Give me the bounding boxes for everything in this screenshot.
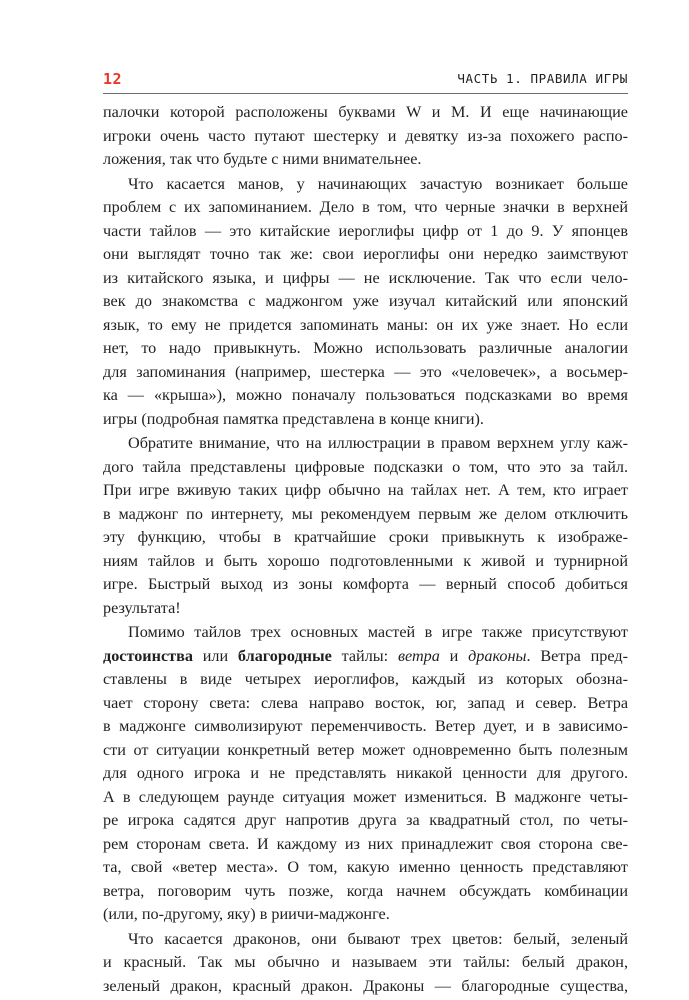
paragraph-4-line-1: Помимо тайлов трех основных мастей в игре также присутствуют — [128, 623, 628, 641]
paragraph-3-line-3: При игре вживую таких цифр обычно на тайлах нет. А тем, кто играет — [103, 481, 628, 499]
paragraph-2-line-10: ка — «крыша»), можно поначалу пользоваться подсказками во время — [103, 386, 628, 404]
paragraph-1-line-2: игроки очень часто путают шестерку и девятку из-за похожего распо- — [103, 126, 628, 145]
paragraph-3-line-5: эту функцию, чтобы в кратчайшие сроки привыкнуть к изображе- — [103, 528, 628, 546]
paragraph-2-line-8: нет, то надо привыкнуть. Можно использовать различные аналогии — [103, 339, 628, 357]
term-vetra: ветра — [397, 646, 440, 665]
paragraph-2-line-7: язык, то ему не придется запоминать маны: он их уже знает. Но если — [103, 315, 628, 334]
paragraph-2-line-1: Что касается манов, у начинающих зачастую возникает больше — [128, 174, 628, 193]
paragraph-3-line-6: ниям тайлов и быть хорошо подготовленными к живой и турнирной — [103, 551, 628, 570]
running-head: ЧАСТЬ 1. ПРАВИЛА ИГРЫ — [457, 71, 628, 86]
body-text — [103, 101, 628, 998]
page-header — [103, 70, 628, 90]
paragraph-4-line-10: рем сторонам света. И каждому из них принадлежит своя сторона све- — [103, 834, 628, 853]
paragraph-4-line-4: чает сторону света: слева направо восток, юг, запад и север. Ветра — [103, 693, 628, 712]
header-rule — [103, 93, 628, 94]
paragraph-2-line-9: для запоминания (например, шестерка — это «человечек», а восьмер- — [103, 362, 628, 381]
paragraph-4-line-11: та, свой «ветер места». О том, какую именно ценность представляют — [103, 858, 628, 876]
paragraph-4-line-6: сти от ситуации конкретный ветер может одновременно быть полезным — [103, 740, 628, 759]
paragraph-3-line-7: игре. Быстрый выход из зоны комфорта — верный способ добиться — [103, 575, 628, 593]
paragraph-2-line-11: игры (подробная памятка представлена в конце книги). — [103, 409, 484, 428]
paragraph-4-line-2-text-a: или — [192, 646, 238, 665]
paragraph-2-line-3: части тайлов — это китайские иероглифы цифр от 1 до 9. У японцев — [103, 221, 628, 240]
paragraph-2-line-5: из китайского языка, и цифры — не исключение. Так что если чело- — [103, 268, 628, 287]
paragraph-2-line-4: они выглядят точно так же: свои иероглифы они нередко заимствуют — [103, 245, 628, 263]
paragraph-3-line-8: результата! — [103, 598, 181, 617]
paragraph-1-line-3: ложения, так что будьте с ними внимательнее. — [103, 150, 422, 168]
paragraph-5-line-2: и красный. Так мы обычно и называем эти тайлы: белый дракон, — [103, 953, 628, 971]
paragraph-5-line-1: Что касается драконов, они бывают трех цветов: белый, зеленый — [128, 929, 628, 948]
page-number: 12 — [103, 70, 123, 88]
paragraph-4-line-2 — [103, 645, 628, 669]
paragraph-4-line-2-text-c: и — [439, 646, 469, 665]
paragraph-3-line-1: Обратите внимание, что на иллюстрации в правом верхнем углу каж- — [128, 434, 628, 452]
paragraph-2-line-6: век до знакомства с маджонгом уже изучал китайский или японский — [103, 292, 628, 310]
paragraph-3-line-2: дого тайла представлены цифровые подсказки о том, что это за тайл. — [103, 457, 628, 476]
paragraph-1-line-1: палочки которой расположены буквами W и M. И еще начинающие — [103, 103, 628, 121]
paragraph-4-line-7: для одного игрока и не представлять никакой ценности для другого. — [103, 764, 628, 782]
term-drakony: драконы — [468, 646, 527, 665]
paragraph-4-line-2-text-d: . Ветра пред- — [526, 646, 628, 665]
paragraph-2-line-2: проблем с их запоминанием. Дело в том, что черные значки в верхней — [103, 198, 628, 216]
paragraph-4-line-13: (или, по-другому, яку) в риичи-маджонге. — [103, 905, 390, 923]
paragraph-3-line-4: в маджонг по интернету, мы рекомендуем первым же делом отключить — [103, 504, 628, 523]
paragraph-4-line-12: ветра, поговорим чуть позже, когда начнем обсуждать комбинации — [103, 881, 628, 900]
paragraph-5-line-3: зеленый дракон, красный дракон. Драконы — благородные существа, — [103, 976, 628, 995]
term-dostoinstva: достоинства — [103, 646, 193, 665]
paragraph-4-line-3: ставлены в виде четырех иероглифов, каждый из которых обозна- — [103, 670, 628, 688]
term-blagorodnye: благородные — [237, 646, 332, 665]
paragraph-4-line-9: ре игрока садятся друг напротив друга за квадратный стол, по четы- — [103, 811, 628, 829]
paragraph-4-line-5: в маджонге символизируют переменчивость. Ветер дует, и в зависимо- — [103, 717, 628, 735]
paragraph-4-line-2-text-b: тайлы: — [331, 646, 398, 665]
paragraph-4-line-8: А в следующем раунде ситуация может измениться. В маджонге четы- — [103, 787, 628, 806]
